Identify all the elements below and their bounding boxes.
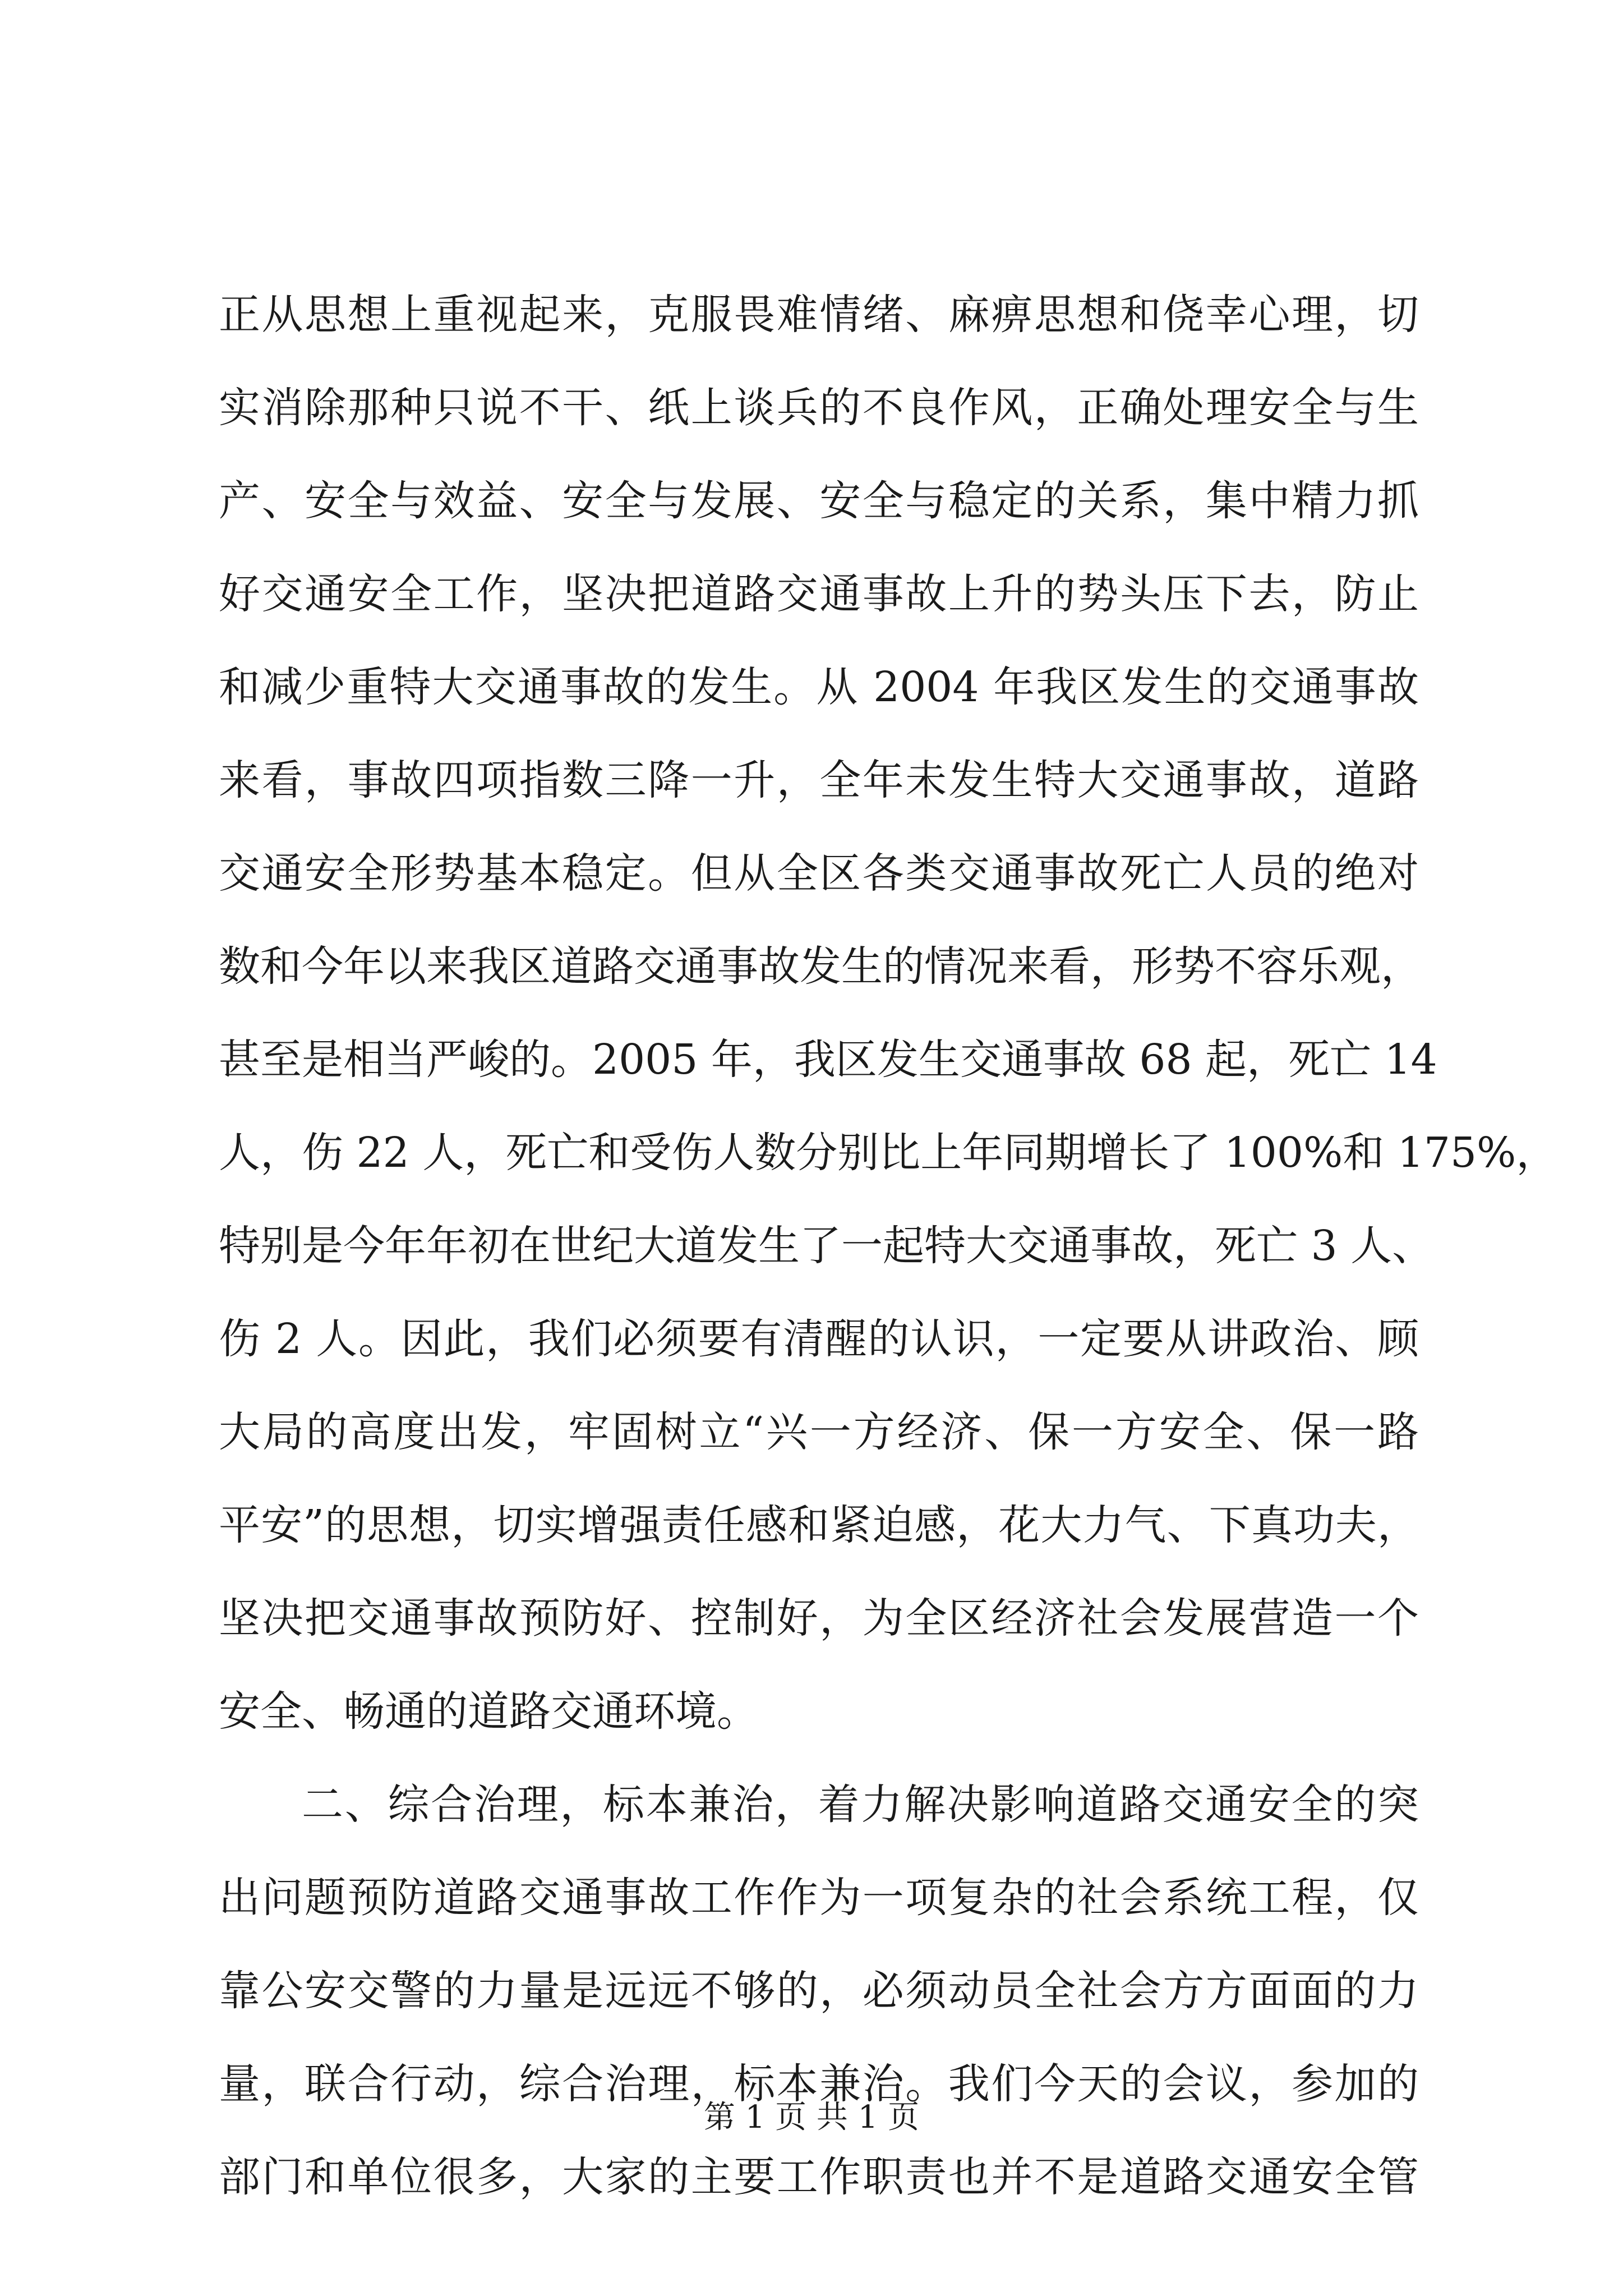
text-line: 平安”的思想，切实增强责任感和紧迫感，花大力气、下真功夫，: [219, 1501, 1419, 1549]
text-line: 大局的高度出发，牢固树立“兴一方经济、保一方安全、保一路: [219, 1408, 1419, 1456]
text-line: 产、安全与效益、安全与发展、安全与稳定的关系，集中精力抓: [219, 477, 1419, 525]
text-line: 出问题预防道路交通事故工作作为一项复杂的社会系统工程，仅: [219, 1874, 1419, 1922]
text-line: 交通安全形势基本稳定。但从全区各类交通事故死亡人员的绝对: [219, 849, 1419, 898]
text-line: 正从思想上重视起来，克服畏难情绪、麻痹思想和侥幸心理，切: [219, 291, 1419, 339]
text-line: 好交通安全工作，坚决把道路交通事故上升的势头压下去，防止: [219, 570, 1419, 618]
text-line: 和减少重特大交通事故的发生。从 2004 年我区发生的交通事故: [219, 663, 1419, 711]
text-line: 数和今年以来我区道路交通事故发生的情况来看，形势不容乐观，: [219, 942, 1422, 991]
text-line: 特别是今年年初在世纪大道发生了一起特大交通事故，死亡 3 人、: [219, 1222, 1434, 1270]
text-line: 实消除那种只说不干、纸上谈兵的不良作风，正确处理安全与生: [219, 384, 1419, 432]
text-line: 安全、畅通的道路交通环境。: [219, 1687, 758, 1736]
page-footer: 第 1 页 共 1 页: [703, 2099, 920, 2136]
text-line: 靠公安交警的力量是远远不够的，必须动员全社会方方面面的力: [219, 1967, 1419, 2015]
text-line: 坚决把交通事故预防好、控制好，为全区经济社会发展营造一个: [219, 1594, 1419, 1642]
text-line: 部门和单位很多，大家的主要工作职责也并不是道路交通安全管: [219, 2153, 1419, 2201]
text-line: 来看，事故四项指数三降一升，全年未发生特大交通事故，道路: [219, 756, 1419, 804]
text-line: 伤 2 人。因此，我们必须要有清醒的认识，一定要从讲政治、顾: [219, 1315, 1419, 1363]
text-line: 量，联合行动，综合治理，标本兼治。我们今天的会议，参加的: [219, 2060, 1419, 2108]
document-body: [219, 268, 1558, 2224]
text-line: 人，伤 22 人，死亡和受伤人数分别比上年同期增长了 100%和 175%，: [219, 1129, 1558, 1177]
text-line: 甚至是相当严峻的。2005 年，我区发生交通事故 68 起，死亡 14: [219, 1036, 1437, 1084]
section-heading-line: 二、综合治理，标本兼治，着力解决影响道路交通安全的突: [302, 1780, 1419, 1829]
